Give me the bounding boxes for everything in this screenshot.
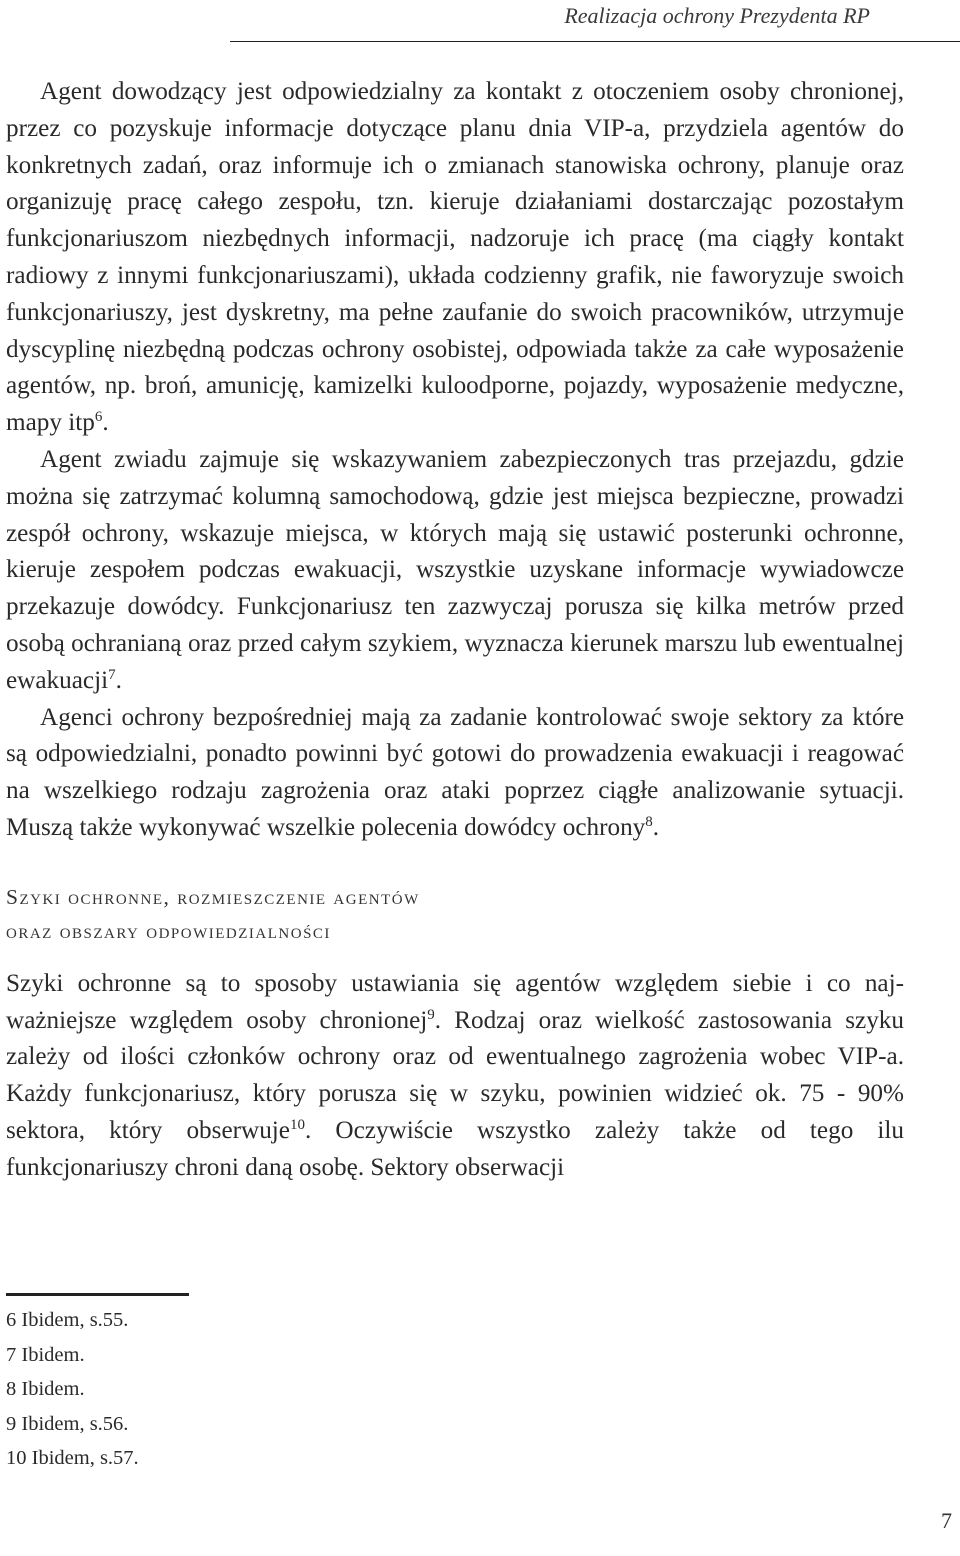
footnotes: [6, 1303, 139, 1476]
running-title: Realizacja ochrony Prezydenta RP: [564, 3, 870, 28]
footnote: 8 Ibidem.: [6, 1378, 85, 1400]
paragraph-agent-zwiadu: [6, 442, 904, 700]
paragraph-agent-dowodzacy: [6, 74, 904, 442]
paragraph-end: .: [115, 666, 122, 694]
paragraph-text: Agent dowodzący jest odpowiedzialny za kontakt z otoczeniem osoby chronionej, przez co pozyskuje informacje dotyczące planu dnia VIP-a, przydziela agentów do konkretnych zadań, oraz informuje ich o zmianach stanowiska ochrony, planuje oraz organizuję pracę całego zespołu, tzn. kieruje działaniami dostarczając pozostałym funkcjonariuszom niezbędnych informacji, nadzoruje ich pracę (ma ciągły kontakt radiowy z innymi funkcjonariuszami), układa codzienny grafik, nie faworyzuje swoich funkcjonariuszy, jest dyskretny, ma pełne zaufanie do swoich pracowników, utrzymuje dyscyplinę niezbędną podczas ochrony osobistej, odpowiada także za całe wyposażenie agentów, np. broń, amunicję, kamizelki kuloodporne, pojazdy, wyposażenie medyczne, mapy itp: [6, 78, 904, 437]
paragraph-text: . Oczywiście wszystko zależy także od tego ilu funkcjonariuszy chroni daną osobę. Sektory obserwacji: [6, 1116, 905, 1181]
footnote-ref: 10: [289, 1116, 305, 1133]
footnote: 7 Ibidem.: [6, 1343, 85, 1366]
footnote: 9 Ibidem, s.56.: [6, 1412, 129, 1435]
paragraph-end: .: [102, 409, 109, 437]
footnote: 6 Ibidem, s.55.: [6, 1309, 129, 1331]
section-heading-line-2: oraz obszary odpowiedzialności: [6, 918, 331, 943]
footnote: 10 Ibidem, s.57.: [6, 1447, 139, 1469]
paragraph-text: Agenci ochrony bezpośredniej mają za zadanie kontrolować swoje sektory za które są odpowiedzialni, ponadto powinni być gotowi do prowadzenia ewakuacji i reagować na wszelkiego rodzaju zagrożenia oraz ataki poprzez ciągłe analizowanie sytuacji. Muszą także wykonywać wszelkie polecenia dowódcy ochrony: [6, 703, 904, 841]
page-number: 7: [941, 1508, 952, 1533]
footnote-rule: [6, 1293, 189, 1296]
paragraph-end: .: [652, 813, 660, 841]
section-heading-line-1: Szyki ochronne, rozmieszczenie agentów: [6, 884, 420, 909]
footnote-ref: 9: [427, 1006, 435, 1023]
paragraph-text: . Rodzaj oraz wielkość zastosowania szyku zależy od ilości członków ochrony oraz od ewentualnego zagrożenia wobec VIP-a. Każdy funkcjonariusz, który porusza się w szyku, powinien widzieć ok. 75 - 90% sektora, który obserwuje: [6, 1006, 904, 1144]
header-rule: [230, 41, 960, 42]
paragraph-agenci-ochrony: [6, 700, 904, 847]
paragraph-szyki: [6, 966, 904, 1187]
footnote-ref: 7: [108, 666, 116, 683]
footnote-ref: 6: [94, 409, 103, 426]
paragraph-text: Agent zwiadu zajmuje się wskazywaniem zabezpieczonych tras przejazdu, gdzie można się zatrzymać kolumną samochodową, gdzie jest miejsca bezpieczne, prowadzi zespół ochrony, wskazuje miejsca, w których mają się ustawić posterunki ochronne, kieruje zespołem podczas ewakuacji, wszystkie uzyskane informacje wywiadowcze przekazuje dowódcy. Funkcjonariusz ten zazwyczaj porusza się kilka metrów przed osobą ochranianą oraz przed całym szykiem, wyznacza kierunek marszu lub ewentualnej ewakuacji: [6, 445, 904, 694]
footnote-ref: 8: [645, 813, 653, 830]
paragraph-text: Szyki ochronne są to sposoby ustawiania się agentów względem siebie i co najważniejsze względem osoby chronionej: [6, 969, 904, 1034]
section-heading: [6, 880, 904, 948]
page-body: [6, 74, 904, 1187]
